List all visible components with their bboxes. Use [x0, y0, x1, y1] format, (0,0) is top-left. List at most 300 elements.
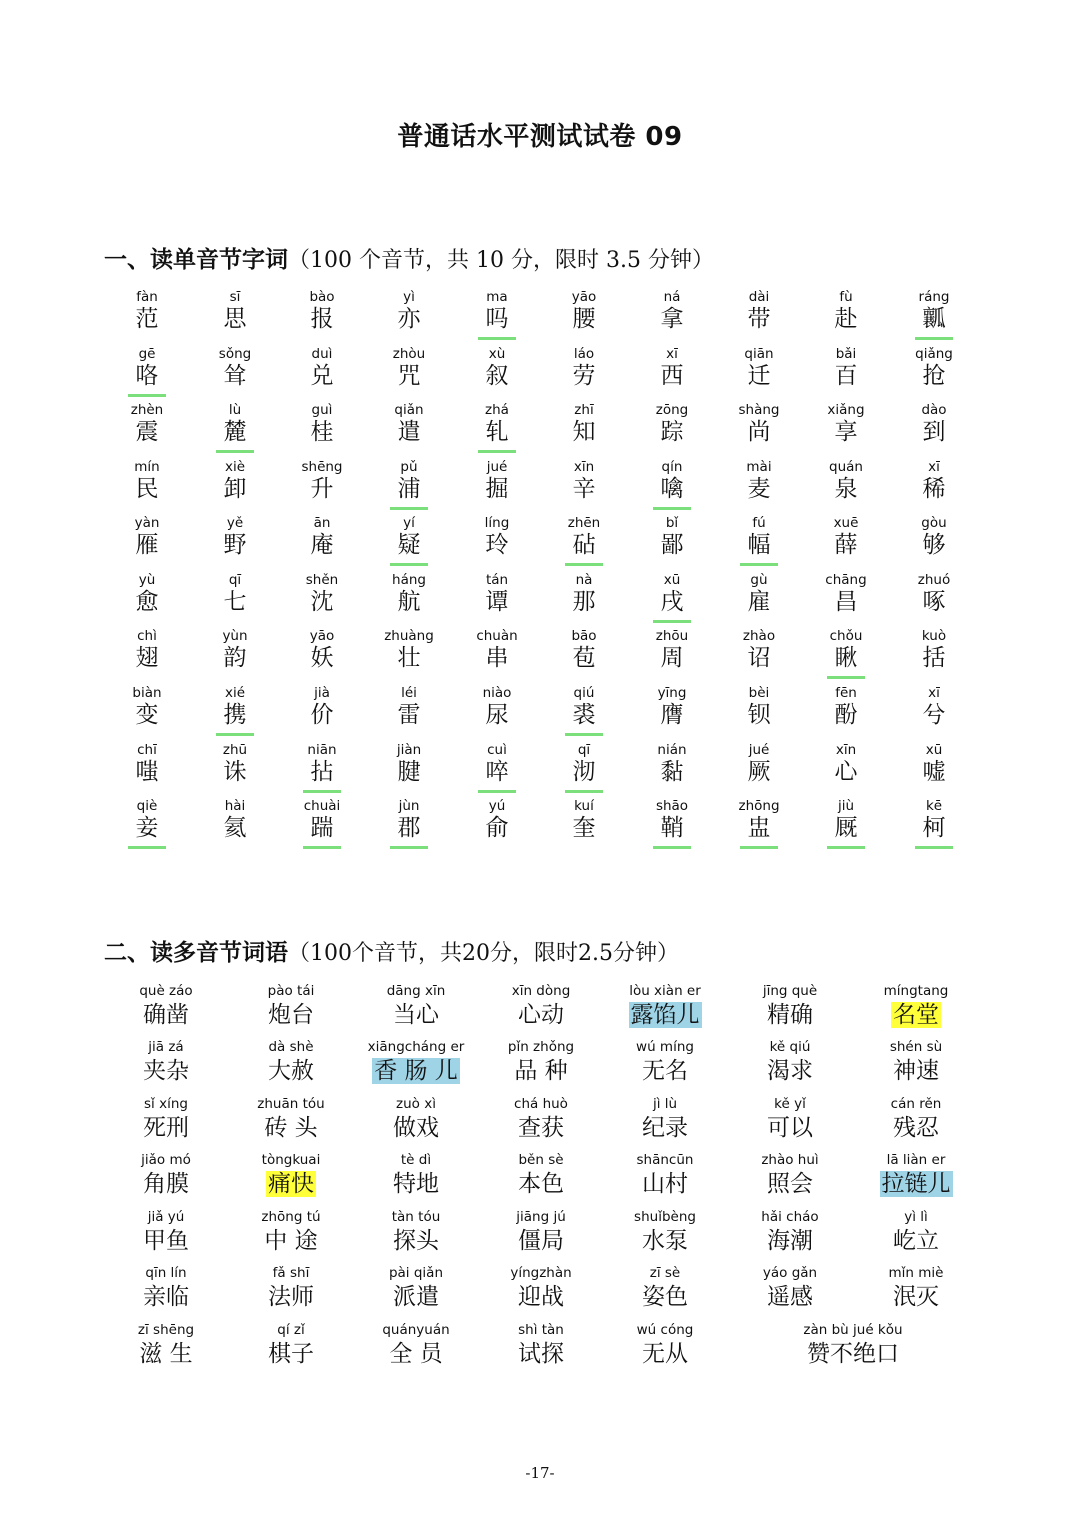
pinyin: shāncūn — [636, 1152, 694, 1168]
pinyin: míngtang — [883, 983, 949, 999]
hanzi: 掘 — [485, 476, 509, 502]
word-item — [481, 1266, 601, 1311]
pinyin: mín — [134, 459, 160, 475]
word-item — [605, 1040, 725, 1085]
word: 炮台 — [268, 1002, 314, 1028]
hanzi: 民 — [135, 476, 159, 502]
hanzi: 迁 — [747, 363, 771, 389]
pinyin: lù — [228, 402, 242, 418]
pinyin: nián — [657, 742, 687, 758]
pinyin: zhōu — [655, 628, 689, 644]
hanzi: 抢 — [922, 363, 946, 389]
hanzi: 够 — [922, 532, 946, 558]
pinyin: sǒng — [218, 346, 252, 362]
pinyin: qiǎng — [915, 346, 953, 362]
hanzi: 啄 — [922, 589, 946, 615]
word-item — [231, 1266, 351, 1311]
word-item — [605, 1210, 725, 1255]
pinyin: zōng — [655, 402, 689, 418]
hanzi: 咒 — [397, 363, 421, 389]
pinyin: xī — [928, 459, 940, 475]
pinyin: jì lù — [652, 1096, 678, 1112]
hanzi: 疑 — [397, 532, 421, 558]
word-item — [793, 1323, 913, 1368]
word-item — [856, 1040, 976, 1085]
pinyin: yīng — [657, 685, 687, 701]
hanzi: 辛 — [572, 476, 596, 502]
section1-heading-note: （100 个音节，共 10 分，限时 3.5 分钟） — [288, 248, 714, 273]
word: 赞不绝口 — [807, 1341, 899, 1367]
pinyin: jué — [486, 459, 508, 475]
pinyin: xī — [928, 685, 940, 701]
pinyin: hǎi cháo — [761, 1209, 819, 1225]
pinyin: chuàn — [476, 628, 518, 644]
word: 精确 — [767, 1002, 813, 1028]
pinyin: qiān — [744, 346, 774, 362]
pinyin: wú cóng — [636, 1322, 694, 1338]
hanzi: 嘘 — [922, 759, 946, 785]
word-item — [605, 1323, 725, 1368]
word-item — [106, 1210, 226, 1255]
pinyin: jùn — [398, 798, 420, 814]
word: 泯灭 — [893, 1284, 939, 1310]
pinyin: fù — [839, 289, 853, 305]
hanzi: 壮 — [397, 645, 421, 671]
hanzi: 雇 — [747, 589, 771, 615]
word: 屹立 — [893, 1228, 939, 1254]
hanzi: 嗤 — [135, 759, 159, 785]
word-item — [356, 1266, 476, 1311]
hanzi: 耸 — [223, 363, 247, 389]
word-item — [106, 984, 226, 1029]
pinyin: kuí — [574, 798, 594, 814]
word-item — [231, 984, 351, 1029]
hanzi: 范 — [135, 306, 159, 332]
pinyin: qín — [661, 459, 683, 475]
pinyin: tè dì — [400, 1152, 432, 1168]
pinyin: qī — [228, 572, 242, 588]
pinyin: zī sè — [649, 1265, 681, 1281]
hanzi: 尚 — [747, 419, 771, 445]
word: 姿色 — [642, 1284, 688, 1310]
pinyin: dà shè — [268, 1039, 314, 1055]
word-item — [856, 1266, 976, 1311]
hanzi: 思 — [223, 306, 247, 332]
pinyin: kuò — [921, 628, 947, 644]
section2-heading-label: 二、读多音节词语 — [104, 940, 288, 966]
hanzi: 庵 — [310, 532, 334, 558]
pinyin: jiǎ yú — [147, 1209, 185, 1225]
pinyin: zhá — [485, 402, 509, 418]
pinyin: bǐ — [665, 515, 679, 531]
hanzi: 妾 — [135, 815, 159, 841]
hanzi: 亦 — [397, 306, 421, 332]
pinyin: què záo — [139, 983, 193, 999]
pinyin: shuǐbèng — [634, 1209, 696, 1225]
pinyin: xū — [925, 742, 943, 758]
hanzi: 遣 — [397, 419, 421, 445]
hanzi: 知 — [572, 419, 596, 445]
hanzi: 钡 — [747, 702, 771, 728]
word-item — [730, 1040, 850, 1085]
word-item — [730, 1097, 850, 1142]
hanzi: 轧 — [485, 419, 509, 445]
pinyin: zhōng — [738, 798, 780, 814]
hanzi: 韵 — [223, 645, 247, 671]
hanzi: 踹 — [310, 815, 334, 841]
pinyin: kě qiú — [769, 1039, 811, 1055]
pinyin: sǐ xíng — [144, 1096, 188, 1112]
hanzi: 苞 — [572, 645, 596, 671]
pinyin: mǐn miè — [888, 1265, 944, 1281]
pinyin: xīn dòng — [511, 983, 571, 999]
pinyin: jiā zá — [148, 1039, 184, 1055]
hanzi: 膺 — [660, 702, 684, 728]
word: 确凿 — [143, 1002, 189, 1028]
pinyin: zuò xì — [396, 1096, 436, 1112]
section1-heading-label: 一、读单音节字词 — [104, 247, 288, 273]
pinyin: xī — [666, 346, 678, 362]
pinyin: yāo — [571, 289, 597, 305]
pinyin: kē — [925, 798, 943, 814]
word: 滋 生 — [139, 1341, 193, 1367]
hanzi: 氦 — [223, 815, 247, 841]
word-item — [231, 1210, 351, 1255]
hanzi: 戌 — [660, 589, 684, 615]
word-item — [106, 1153, 226, 1198]
word: 砖 头 — [264, 1115, 318, 1141]
hanzi: 叙 — [485, 363, 509, 389]
hanzi: 腰 — [572, 306, 596, 332]
pinyin: léi — [401, 685, 417, 701]
pinyin: qīn lín — [145, 1265, 187, 1281]
hanzi: 妖 — [310, 645, 334, 671]
word: 海潮 — [767, 1228, 813, 1254]
word-item — [481, 984, 601, 1029]
pinyin: xiāngcháng er — [367, 1039, 465, 1055]
pinyin: tán — [485, 572, 509, 588]
hanzi: 百 — [834, 363, 858, 389]
hanzi: 瓤 — [922, 306, 946, 332]
word: 查获 — [518, 1115, 564, 1141]
pinyin: chī — [137, 742, 157, 758]
hanzi: 愈 — [135, 589, 159, 615]
word: 棋子 — [268, 1341, 314, 1367]
hanzi: 噙 — [660, 476, 684, 502]
pinyin: háng — [392, 572, 426, 588]
word-item — [356, 1323, 476, 1368]
hanzi: 价 — [310, 702, 334, 728]
hanzi: 周 — [660, 645, 684, 671]
pinyin: guì — [311, 402, 333, 418]
pinyin: shēng — [301, 459, 343, 475]
word: 迎战 — [518, 1284, 564, 1310]
word-item — [356, 1153, 476, 1198]
word-item — [605, 1266, 725, 1311]
word: 可以 — [767, 1115, 813, 1141]
pinyin: chì — [137, 628, 157, 644]
word: 渴求 — [767, 1058, 813, 1084]
hanzi: 心 — [834, 759, 858, 785]
pinyin: mài — [746, 459, 772, 475]
word: 当心 — [393, 1002, 439, 1028]
pinyin: pài qiǎn — [388, 1265, 444, 1281]
hanzi: 兑 — [310, 363, 334, 389]
hanzi: 兮 — [922, 702, 946, 728]
hanzi: 鞘 — [660, 815, 684, 841]
pinyin: yáo gǎn — [762, 1265, 818, 1281]
word-item — [106, 1040, 226, 1085]
hanzi: 翅 — [135, 645, 159, 671]
pinyin: yú — [488, 798, 506, 814]
hanzi: 到 — [922, 419, 946, 445]
hanzi: 带 — [747, 306, 771, 332]
pinyin: zhēn — [567, 515, 601, 531]
pinyin: zhuàng — [384, 628, 434, 644]
hanzi: 航 — [397, 589, 421, 615]
pinyin: fēn — [835, 685, 857, 701]
pinyin: xiè — [224, 459, 246, 475]
pinyin: yě — [226, 515, 244, 531]
word: 甲鱼 — [143, 1228, 189, 1254]
pinyin: bèi — [748, 685, 770, 701]
hanzi: 报 — [310, 306, 334, 332]
page-title: 普通话水平测试试卷 09 — [397, 122, 683, 152]
highlighted-word: 痛快 — [268, 1171, 314, 1197]
pinyin: yì — [403, 289, 415, 305]
pinyin: xīn — [835, 742, 857, 758]
pinyin: jiù — [837, 798, 855, 814]
pinyin: jué — [748, 742, 770, 758]
pinyin: biàn — [132, 685, 162, 701]
hanzi: 七 — [223, 589, 247, 615]
hanzi: 踪 — [660, 419, 684, 445]
hanzi: 劳 — [572, 363, 596, 389]
hanzi: 昌 — [834, 589, 858, 615]
pinyin: yàn — [134, 515, 160, 531]
pinyin: jiāng jú — [516, 1209, 566, 1225]
word: 大赦 — [268, 1058, 314, 1084]
pinyin: gòu — [921, 515, 947, 531]
word-item — [356, 1210, 476, 1255]
pinyin: lā liàn er — [886, 1152, 946, 1168]
word-item — [856, 1097, 976, 1142]
pinyin: sī — [229, 289, 241, 305]
pinyin: duì — [311, 346, 333, 362]
word: 残忍 — [893, 1115, 939, 1141]
word-item — [730, 984, 850, 1029]
hanzi: 西 — [660, 363, 684, 389]
hanzi: 沏 — [572, 759, 596, 785]
hanzi: 腱 — [397, 759, 421, 785]
word-item — [730, 1153, 850, 1198]
word: 山村 — [642, 1171, 688, 1197]
word-item — [856, 1153, 976, 1198]
word-item — [231, 1323, 351, 1368]
hanzi: 诛 — [223, 759, 247, 785]
hanzi: 稀 — [922, 476, 946, 502]
pinyin: jià — [314, 685, 330, 701]
hanzi: 浦 — [397, 476, 421, 502]
word-item — [231, 1097, 351, 1142]
hanzi: 俞 — [485, 815, 509, 841]
pinyin: jiàn — [396, 742, 422, 758]
hanzi: 沈 — [310, 589, 334, 615]
hanzi: 薛 — [834, 532, 858, 558]
hanzi: 吗 — [485, 306, 509, 332]
word: 做戏 — [393, 1115, 439, 1141]
hanzi: 谭 — [485, 589, 509, 615]
hanzi: 那 — [572, 589, 596, 615]
hanzi: 拈 — [310, 759, 334, 785]
word-item — [231, 1153, 351, 1198]
pinyin: wú míng — [636, 1039, 694, 1055]
word-item — [605, 984, 725, 1029]
pinyin: bǎi — [835, 346, 857, 362]
pinyin: dài — [748, 289, 770, 305]
word: 水泵 — [642, 1228, 688, 1254]
hanzi: 幅 — [747, 532, 771, 558]
hanzi: 麓 — [223, 419, 247, 445]
pinyin: zhuān tóu — [257, 1096, 325, 1112]
pinyin: chá huò — [514, 1096, 568, 1112]
highlighted-word: 名堂 — [893, 1002, 939, 1028]
pinyin: gē — [138, 346, 156, 362]
pinyin: yùn — [222, 628, 248, 644]
pinyin: nà — [575, 572, 593, 588]
hanzi: 携 — [223, 702, 247, 728]
word: 角膜 — [143, 1171, 189, 1197]
pinyin: ma — [486, 289, 508, 305]
hanzi: 厥 — [747, 759, 771, 785]
pinyin: xū — [663, 572, 681, 588]
hanzi: 变 — [135, 702, 159, 728]
highlighted-word: 香 肠 儿 — [374, 1058, 458, 1084]
pinyin: lòu xiàn er — [629, 983, 701, 999]
pinyin: cuì — [487, 742, 507, 758]
hanzi: 厩 — [834, 815, 858, 841]
pinyin: cán rěn — [890, 1096, 942, 1112]
hanzi: 括 — [922, 645, 946, 671]
pinyin: yíngzhàn — [510, 1265, 572, 1281]
pinyin: niào — [482, 685, 512, 701]
pinyin: zī shēng — [137, 1322, 195, 1338]
hanzi: 野 — [223, 532, 247, 558]
pinyin: qiú — [573, 685, 595, 701]
pinyin: kě yǐ — [774, 1096, 806, 1112]
pinyin: bào — [309, 289, 335, 305]
hanzi: 诏 — [747, 645, 771, 671]
word-item — [231, 1040, 351, 1085]
pinyin: yí — [403, 515, 415, 531]
word: 亲临 — [143, 1284, 189, 1310]
word: 特地 — [393, 1171, 439, 1197]
word: 探头 — [393, 1228, 439, 1254]
pinyin: fǎ shī — [272, 1265, 310, 1281]
hanzi: 盅 — [747, 815, 771, 841]
pinyin: quányuán — [382, 1322, 450, 1338]
word-item — [605, 1153, 725, 1198]
pinyin: shàng — [738, 402, 780, 418]
pinyin: bāo — [571, 628, 597, 644]
hanzi: 震 — [135, 419, 159, 445]
pinyin: tòngkuai — [261, 1152, 321, 1168]
pinyin: jīng què — [762, 983, 818, 999]
pinyin: shěn — [305, 572, 339, 588]
pinyin: shén sù — [889, 1039, 943, 1055]
pinyin: fàn — [136, 289, 158, 305]
word: 无名 — [642, 1058, 688, 1084]
hanzi: 砧 — [572, 532, 596, 558]
pinyin: yāo — [309, 628, 335, 644]
pinyin: qī — [577, 742, 591, 758]
pinyin: xiǎng — [827, 402, 865, 418]
word-item — [856, 1210, 976, 1255]
pinyin: zhī — [574, 402, 594, 418]
pinyin: shāo — [655, 798, 689, 814]
pinyin: xié — [224, 685, 246, 701]
pinyin: zàn bù jué kǒu — [803, 1322, 903, 1338]
word-item — [481, 1040, 601, 1085]
pinyin: zhào — [742, 628, 776, 644]
pinyin: láo — [573, 346, 595, 362]
pinyin: qiè — [136, 798, 158, 814]
word-item — [106, 1097, 226, 1142]
pinyin: ráng — [918, 289, 950, 305]
hanzi: 享 — [834, 419, 858, 445]
word-item — [356, 1097, 476, 1142]
hanzi: 啐 — [485, 759, 509, 785]
pinyin: niān — [307, 742, 337, 758]
word: 心动 — [518, 1002, 564, 1028]
word-item — [481, 1323, 601, 1368]
hanzi: 裘 — [572, 702, 596, 728]
pinyin: pǐn zhǒng — [507, 1039, 575, 1055]
pinyin: shì tàn — [518, 1322, 564, 1338]
pinyin: gù — [750, 572, 768, 588]
pinyin: xuē — [833, 515, 859, 531]
hanzi: 卸 — [223, 476, 247, 502]
pinyin: zhào huì — [761, 1152, 819, 1168]
hanzi: 瞅 — [834, 645, 858, 671]
word: 死刑 — [143, 1115, 189, 1141]
word-item — [730, 1266, 850, 1311]
hanzi: 桂 — [310, 419, 334, 445]
pinyin: qí zǐ — [277, 1322, 305, 1338]
word-item — [356, 1040, 476, 1085]
word: 本色 — [518, 1171, 564, 1197]
hanzi: 黏 — [660, 759, 684, 785]
pinyin: líng — [484, 515, 510, 531]
word: 品 种 — [514, 1058, 568, 1084]
pinyin: běn sè — [518, 1152, 564, 1168]
page-number: -17- — [525, 1464, 555, 1482]
pinyin: chuài — [303, 798, 341, 814]
pinyin: ān — [313, 515, 331, 531]
pinyin: pào tái — [267, 983, 315, 999]
pinyin: hài — [224, 798, 246, 814]
word-item — [856, 984, 976, 1029]
hanzi: 咯 — [135, 363, 159, 389]
word: 无从 — [642, 1341, 688, 1367]
hanzi: 串 — [485, 645, 509, 671]
pinyin: yù — [138, 572, 156, 588]
word: 神速 — [893, 1058, 939, 1084]
highlighted-word: 露馅儿 — [630, 1002, 700, 1028]
word: 遥感 — [767, 1284, 813, 1310]
word: 照会 — [767, 1171, 813, 1197]
word-item — [106, 1323, 226, 1368]
